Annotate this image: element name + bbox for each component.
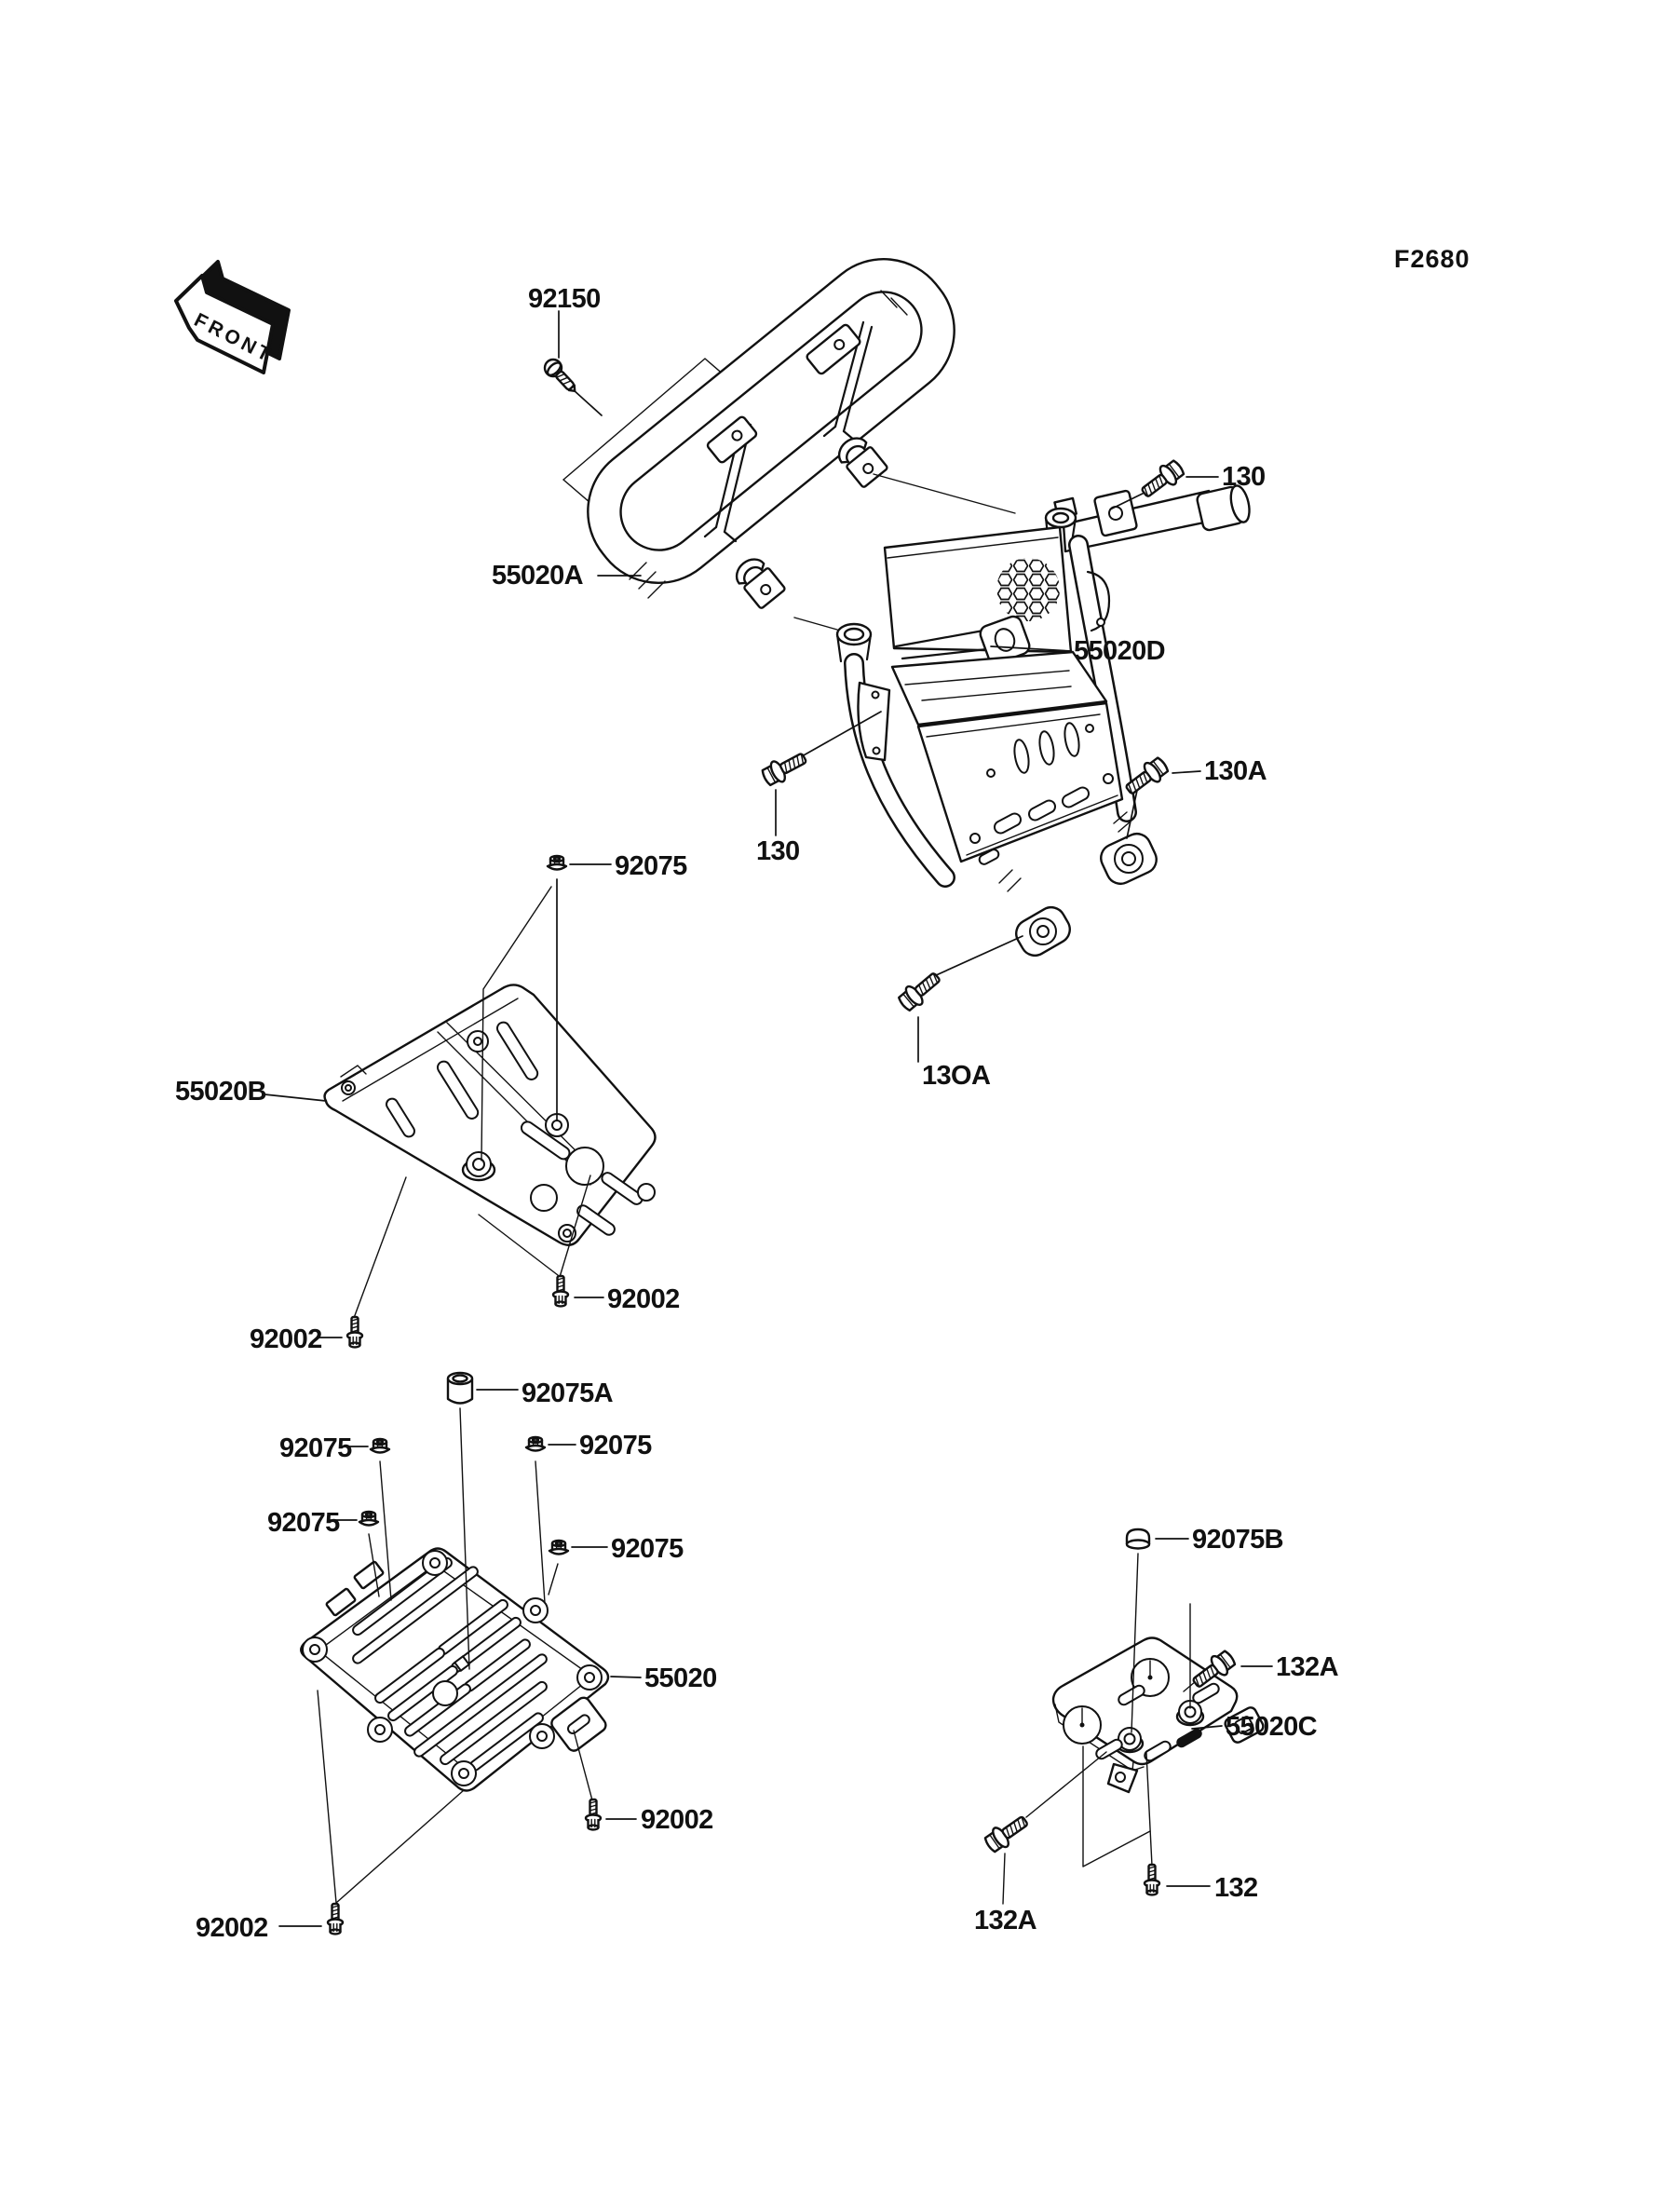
callout-132: 132 (1214, 1873, 1258, 1903)
callout-55020A: 55020A (492, 561, 583, 591)
callout-92002-right: 92002 (607, 1284, 680, 1314)
tapping-screw-icon-92150 (541, 356, 580, 397)
front-arrow-label: FRONT (190, 308, 278, 368)
callout-92002-bottom-right: 92002 (641, 1805, 713, 1835)
flange-nut-icon-92075-l2 (359, 1512, 378, 1526)
figure-code: F2680 (1394, 245, 1470, 273)
front-skid-plate-drawing (325, 985, 656, 1244)
stud-screw-icon-92002-left (347, 1317, 362, 1347)
callout-132A-right: 132A (1276, 1652, 1338, 1682)
callout-130A-bottom: 13OA (922, 1061, 991, 1091)
main-skid-plate-drawing (301, 1549, 608, 1791)
callout-92075-r1: 92075 (579, 1431, 652, 1460)
callout-130-top: 130 (1222, 462, 1266, 492)
flange-nut-icon-92075-l1 (371, 1439, 389, 1453)
flange-bolt-icon-130-top (1138, 457, 1187, 502)
callout-92075B: 92075B (1192, 1525, 1283, 1555)
flange-bolt-icon-132A-bottom (982, 1812, 1032, 1855)
flange-nut-icon-92075-top (548, 856, 566, 870)
cap-icon-92075B (1127, 1529, 1149, 1549)
callout-92075-r2: 92075 (611, 1534, 684, 1564)
callout-55020B: 55020B (175, 1077, 266, 1107)
callout-92075A: 92075A (522, 1378, 613, 1408)
stud-screw-icon-92002-right (553, 1276, 568, 1306)
callout-130A-right: 130A (1204, 756, 1267, 786)
callout-92075-l2: 92075 (267, 1508, 340, 1538)
bushing-icon-92075A (448, 1373, 472, 1404)
flange-bolt-icon-130A-bottom (896, 968, 944, 1013)
callout-92002-bottom-left: 92002 (196, 1913, 268, 1943)
callout-132A-bottom: 132A (974, 1906, 1036, 1935)
front-arrow (176, 262, 289, 373)
carrier-frame-drawing (837, 484, 1253, 961)
flange-nut-icon-92075-r2 (549, 1541, 568, 1555)
flange-nut-icon-92075-r1 (526, 1437, 545, 1451)
callout-92150: 92150 (528, 284, 601, 314)
callout-92075-top: 92075 (615, 851, 687, 881)
callout-92075-l1: 92075 (279, 1433, 352, 1463)
callout-130-mid: 130 (756, 836, 800, 866)
callout-92002-left: 92002 (250, 1324, 322, 1354)
stud-screw-icon-132 (1145, 1865, 1159, 1894)
stud-screw-icon-92002-bottom-right (586, 1799, 601, 1829)
flange-bolt-icon-130-mid (760, 748, 809, 789)
callout-55020D: 55020D (1074, 636, 1165, 666)
callout-55020C: 55020C (1226, 1712, 1317, 1742)
stud-screw-icon-92002-bottom-left (328, 1904, 343, 1934)
callout-55020: 55020 (644, 1664, 717, 1693)
